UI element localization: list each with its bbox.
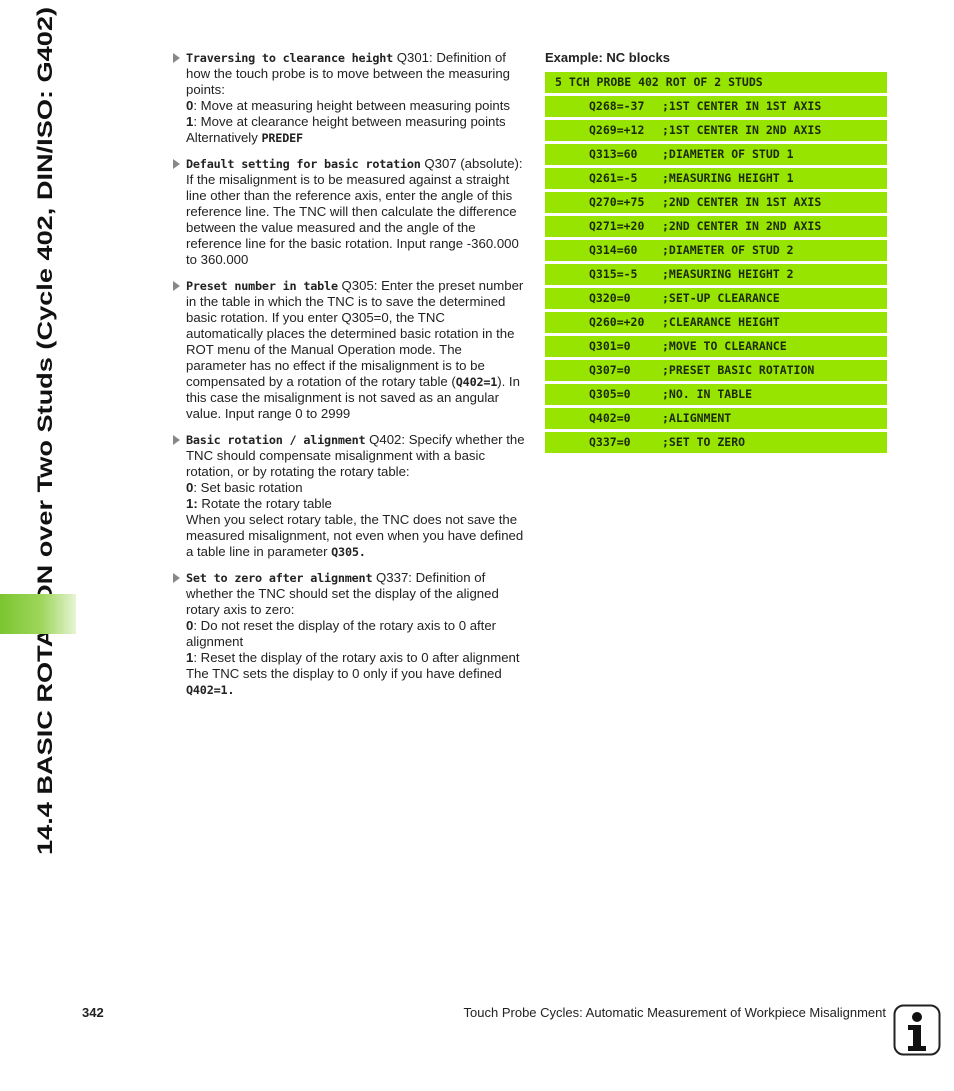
param-name: Set to zero after alignment <box>186 571 373 585</box>
nc-param: Q260=+20 <box>589 315 645 329</box>
nc-comment: ;MEASURING HEIGHT 1 <box>662 171 794 185</box>
section-tab <box>0 594 76 634</box>
param-option: 0: Do not reset the display of the rotary axis to 0 after alignment <box>186 618 497 649</box>
nc-row <box>545 360 887 381</box>
triangle-right-icon <box>173 281 180 291</box>
triangle-right-icon <box>173 159 180 169</box>
param-option: 0: Move at measuring height between measuring points <box>186 98 511 113</box>
parameter-list <box>173 50 525 708</box>
param-note: Alternatively PREDEF <box>186 130 303 145</box>
nc-param: Q270=+75 <box>589 195 645 209</box>
param-desc: Q305: Enter the preset number in the table in which the TNC is to save the determined basic rotation. If you enter Q305=0, the TNC automatically places the determined basic rotation in the ROT menu of the Manual Operation mode. The parameter has no effect if the misalignment is to be compensated by a rotation of the rotary table ( <box>186 278 524 389</box>
nc-comment: ;PRESET BASIC ROTATION <box>662 363 815 377</box>
nc-param: Q314=60 <box>589 243 638 257</box>
param-code: Q402=1 <box>455 375 498 389</box>
side-title <box>22 4 66 857</box>
nc-example <box>545 50 887 456</box>
nc-param: Q269=+12 <box>589 123 645 137</box>
triangle-right-icon <box>173 435 180 445</box>
nc-row <box>545 168 887 189</box>
example-title: Example: NC blocks <box>545 50 670 65</box>
nc-row <box>545 312 887 333</box>
side-title-text: 14.4 BASIC ROTATION over Two Studs (Cycle 402, DIN/ISO: G402) <box>33 183 57 855</box>
param-q301 <box>173 50 525 146</box>
nc-param: Q271=+20 <box>589 219 645 233</box>
nc-comment: ;MEASURING HEIGHT 2 <box>662 267 794 281</box>
nc-row <box>545 336 887 357</box>
nc-comment: ;SET-UP CLEARANCE <box>662 291 780 305</box>
nc-row <box>545 264 887 285</box>
param-q402 <box>173 432 525 560</box>
nc-comment: ;1ST CENTER IN 1ST AXIS <box>662 99 822 113</box>
nc-row <box>545 144 887 165</box>
nc-comment: ;CLEARANCE HEIGHT <box>662 315 780 329</box>
param-desc: Q307 (absolute): If the misalignment is to be measured against a straight line other than the reference axis, enter the angle of this reference line. The TNC will then calculate the difference between the value measured and the angle of the reference line for the basic rotation. Input range -360.000 to 360.000 <box>186 156 523 267</box>
param-name: Preset number in table <box>186 279 338 293</box>
nc-param: Q307=0 <box>589 363 631 377</box>
nc-param: Q261=-5 <box>589 171 638 185</box>
param-desc: Q301: Definition of how the touch probe is to move between the measuring points: <box>186 50 511 97</box>
nc-row <box>545 120 887 141</box>
nc-param: Q268=-37 <box>589 99 645 113</box>
nc-param: Q320=0 <box>589 291 631 305</box>
param-q307 <box>173 156 525 268</box>
nc-row <box>545 288 887 309</box>
param-option: 0: Set basic rotation <box>186 480 303 495</box>
chapter-title: Touch Probe Cycles: Automatic Measurement of Workpiece Misalignment <box>463 1005 886 1020</box>
param-name: Basic rotation / alignment <box>186 433 366 447</box>
nc-param: Q313=60 <box>589 147 638 161</box>
triangle-right-icon <box>173 53 180 63</box>
nc-param: Q337=0 <box>589 435 631 449</box>
nc-param: Q301=0 <box>589 339 631 353</box>
param-name: Traversing to clearance height <box>186 51 394 65</box>
param-option: 1: Move at clearance height between measuring points <box>186 114 506 129</box>
nc-comment: ;DIAMETER OF STUD 1 <box>662 147 794 161</box>
nc-row <box>545 432 887 453</box>
nc-row <box>545 240 887 261</box>
param-option: 1: Rotate the rotary table <box>186 496 332 511</box>
nc-row <box>545 408 887 429</box>
nc-comment: ;2ND CENTER IN 1ST AXIS <box>662 195 822 209</box>
nc-comment: ;SET TO ZERO <box>662 435 746 449</box>
nc-param: Q315=-5 <box>589 267 638 281</box>
nc-rows <box>545 96 887 453</box>
nc-header-row: 5 TCH PROBE 402 ROT OF 2 STUDS <box>545 72 887 93</box>
param-desc-cont: ). In this case the misalignment is not saved as an angular value. Input range 0 to 2999 <box>186 374 520 421</box>
nc-param: Q305=0 <box>589 387 631 401</box>
nc-comment: ;2ND CENTER IN 2ND AXIS <box>662 219 822 233</box>
param-q337 <box>173 570 525 698</box>
nc-param: Q402=0 <box>589 411 631 425</box>
page-number: 342 <box>82 1005 104 1020</box>
info-icon <box>893 1004 941 1056</box>
nc-row <box>545 216 887 237</box>
nc-comment: ;1ST CENTER IN 2ND AXIS <box>662 123 822 137</box>
nc-comment: ;DIAMETER OF STUD 2 <box>662 243 794 257</box>
triangle-right-icon <box>173 573 180 583</box>
nc-row <box>545 192 887 213</box>
param-desc: Q337: Definition of whether the TNC should set the display of the aligned rotary axis to zero: <box>186 570 499 617</box>
nc-row <box>545 384 887 405</box>
param-desc: Q402: Specify whether the TNC should compensate misalignment with a basic rotation, or by rotating the rotary table: <box>186 432 525 479</box>
param-note: When you select rotary table, the TNC does not save the measured misalignment, not even when you have defined a table line in parameter Q305. <box>186 512 524 559</box>
nc-row <box>545 96 887 117</box>
param-note: The TNC sets the display to 0 only if you have defined Q402=1. <box>186 666 502 697</box>
param-option: 1: Reset the display of the rotary axis to 0 after alignment <box>186 650 520 665</box>
nc-comment: ;ALIGNMENT <box>662 411 732 425</box>
nc-comment: ;MOVE TO CLEARANCE <box>662 339 787 353</box>
param-name: Default setting for basic rotation <box>186 157 421 171</box>
nc-comment: ;NO. IN TABLE <box>662 387 753 401</box>
param-q305 <box>173 278 525 422</box>
